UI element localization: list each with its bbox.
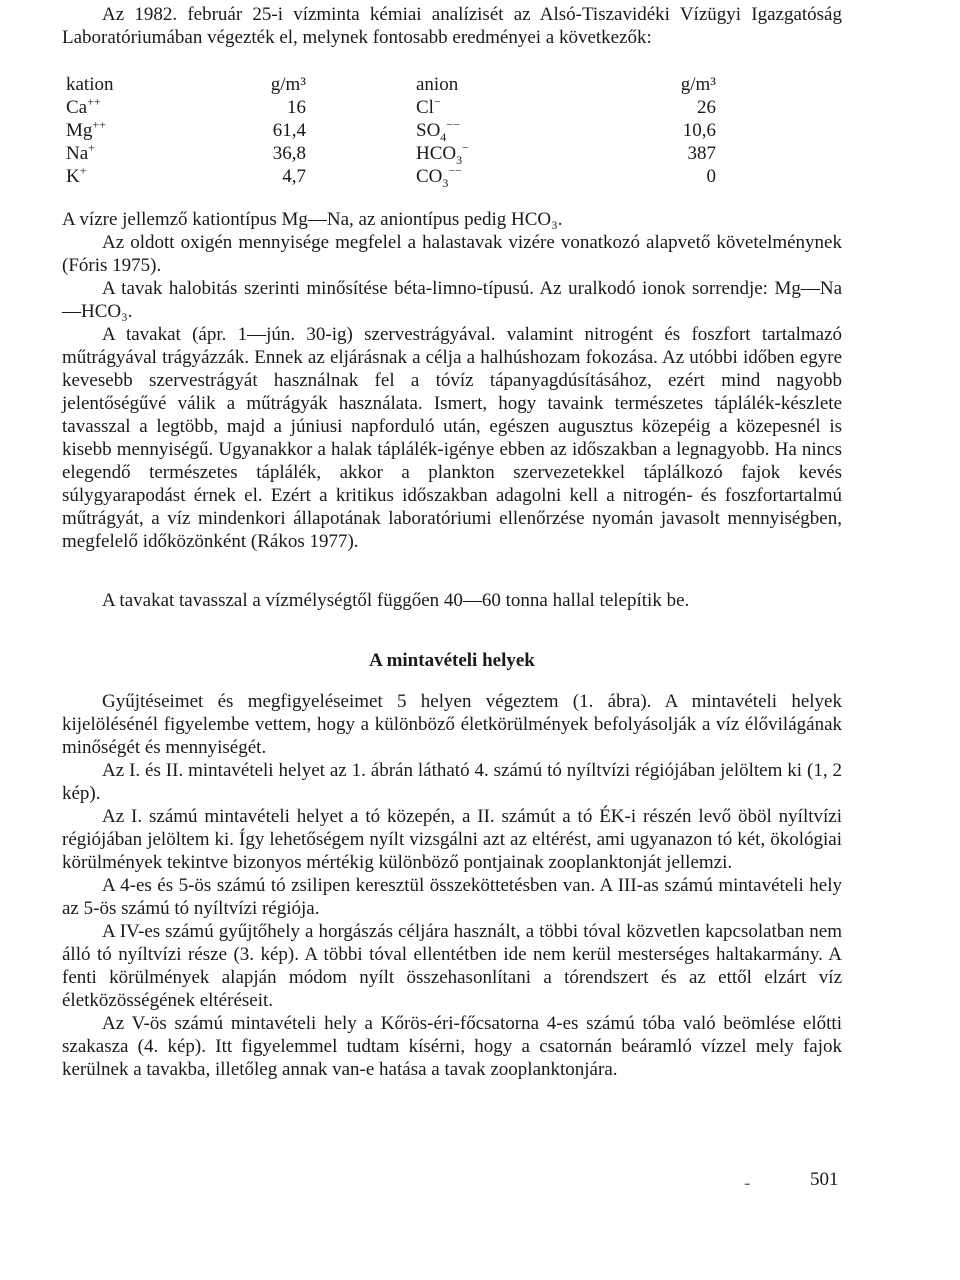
margin-mark: - [744, 1173, 751, 1194]
header-cation: kation [66, 74, 114, 95]
table-row [62, 142, 716, 165]
cation-value: 16 [287, 97, 306, 118]
anion-value: 10,6 [682, 120, 716, 141]
body-paragraph: Az V-ös számú mintavételi hely a Kőrös-éri-főcsatorna 4-es számú tóba való beömlése előtti szakasza (4. kép). Itt figyelemmel tudtam kísérni, hogy a csatornán beáramló vízzel mely fajok kerülnek a tavakba, illetőleg annak van-e hatása a tavak zooplanktonjára. [62, 1013, 842, 1080]
body-paragraph: Gyűjtéseimet és megfigyeléseimet 5 helyen végeztem (1. ábra). A mintavételi helyek kijelölésénél figyelembe vettem, hogy a különböző életkörülmények befolyásolják a víz élővilágának minőségét és mennyiségét. [62, 691, 842, 758]
header-anion: anion [416, 74, 459, 95]
sampling-sites-section [62, 690, 842, 1081]
cation-value: 4,7 [282, 166, 306, 187]
section-heading: A mintavételi helyek [369, 650, 535, 671]
anion-charge: − [462, 140, 469, 155]
cation-charge: ++ [92, 117, 106, 132]
cation-symbol: K [66, 166, 80, 187]
header-unit-anion: g/m³ [680, 74, 716, 95]
ion-table-header [62, 73, 716, 96]
table-row [62, 119, 716, 142]
cation-charge: + [79, 163, 87, 178]
cation-value: 36,8 [272, 143, 306, 164]
anion-charge: −− [448, 163, 462, 178]
anion-symbol: HCO [416, 143, 457, 164]
header-unit-cation: g/m³ [270, 74, 306, 95]
ion-table [62, 73, 716, 188]
anion-symbol: CO [416, 166, 443, 187]
body-paragraph: A vízre jellemző kationtípus Mg—Na, az aniontípus pedig HCO₃. [62, 209, 563, 230]
anion-value: 26 [697, 97, 716, 118]
body-paragraph: Az I. és II. mintavételi helyet az 1. ábrán látható 4. számú tó nyíltvízi régiójában jelöltem ki (1, 2 kép). [62, 760, 842, 804]
body-paragraph: A tavak halobitás szerinti minősítése béta-limno-típusú. Az uralkodó ionok sorrendje: Mg—Na—HCO₃. [62, 278, 842, 322]
anion-charge: − [433, 94, 441, 109]
anion-subscript: 3 [456, 152, 463, 167]
cation-charge: + [88, 140, 95, 155]
anion-subscript: 3 [442, 175, 449, 190]
anion-value: 0 [706, 166, 716, 187]
cation-value: 61,4 [272, 120, 306, 141]
body-paragraph: Az oldott oxigén mennyisége megfelel a halastavak vizére vonatkozó alapvető követelménynek (Fóris 1975). [62, 232, 842, 276]
anion-symbol: Cl [416, 97, 434, 118]
water-chemistry-section [62, 208, 842, 553]
intro-paragraph: Az 1982. február 25-i vízminta kémiai analízisét az Alsó-Tiszavidéki Vízügyi Igazgatóság Laboratóriumában végezték el, melynek fontosabb eredményei a következők: [62, 4, 842, 48]
anion-value: 387 [687, 143, 716, 164]
cation-symbol: Mg [66, 120, 93, 141]
body-paragraph: A IV-es számú gyűjtőhely a horgászás céljára használt, a többi tóval közvetlen kapcsolatban nem álló tó nyíltvízi része (3. kép). A többi tóval ellentétben ide nem kerül mesterséges haltakarmány. A fenti körülmények alapján módom nyílt összehasonlítani a tórendszert és az ettől elzárt víz életközösségének eltéréseit. [62, 921, 842, 1011]
body-paragraph: A tavakat (ápr. 1—jún. 30-ig) szervestrágyával. valamint nitrogént és foszfort tartalmazó műtrágyával trágyázzák. Ennek az eljárásnak a célja a halhúshozam fokozása. Az utóbbi időben egyre kevesebb szervestrágyát használnak fel a tóvíz tápanyagdúsításához, ezért mind nagyobb jelentőségűvé válik a műtrágyák használata. Ismert, hogy tavaink természetes táplálék-készlete tavasszal a legtöbb, majd a júniusi napforduló után, egészen augusztus közepéig a közepesnél is kisebb mennyiségű. Ugyanakkor a halak táplálék-igénye ebben az időszakban a legnagyobb. Ha nincs elegendő természetes táplálék, akkor a plankton szervezetekkel táplálkozó fajok kevés súlygyarapodást érnek el. Ezért a kritikus időszakban adagolni kell a nitrogén- és foszfortartalmú műtrágyát, a víz mindenkori állapotának laboratóriumi ellenőrzése nyomán javasolt mennyiségben, megfelelő időközönként (Rákos 1977). [62, 324, 842, 552]
cation-charge: ++ [87, 94, 101, 109]
anion-subscript: 4 [440, 129, 447, 144]
anion-symbol: SO [416, 120, 441, 141]
page-number: 501 [810, 1169, 839, 1190]
cation-symbol: Ca [66, 97, 88, 118]
body-paragraph: Az I. számú mintavételi helyet a tó közepén, a II. számút a tó ÉK-i részén levő öböl nyíltvízi régiójában jelöltem ki. Így lehetőségem nyílt vizsgálni azt az eltérést, ami ugyanazon tó két, ökológiai körülmények tekintve bizonyos mértékig különböző pontjainak zooplanktonját jellemzi. [62, 806, 842, 873]
table-row [62, 96, 716, 119]
body-paragraph: A 4-es és 5-ös számú tó zsilipen keresztül összeköttetésben van. A III-as számú mintavételi hely az 5-ös számú tó nyíltvízi régiója. [62, 875, 842, 919]
table-row [62, 165, 716, 188]
stocking-paragraph: A tavakat tavasszal a vízmélységtől függően 40—60 tonna hallal telepítik be. [102, 590, 690, 611]
anion-charge: −− [446, 117, 460, 132]
cation-symbol: Na [66, 143, 89, 164]
